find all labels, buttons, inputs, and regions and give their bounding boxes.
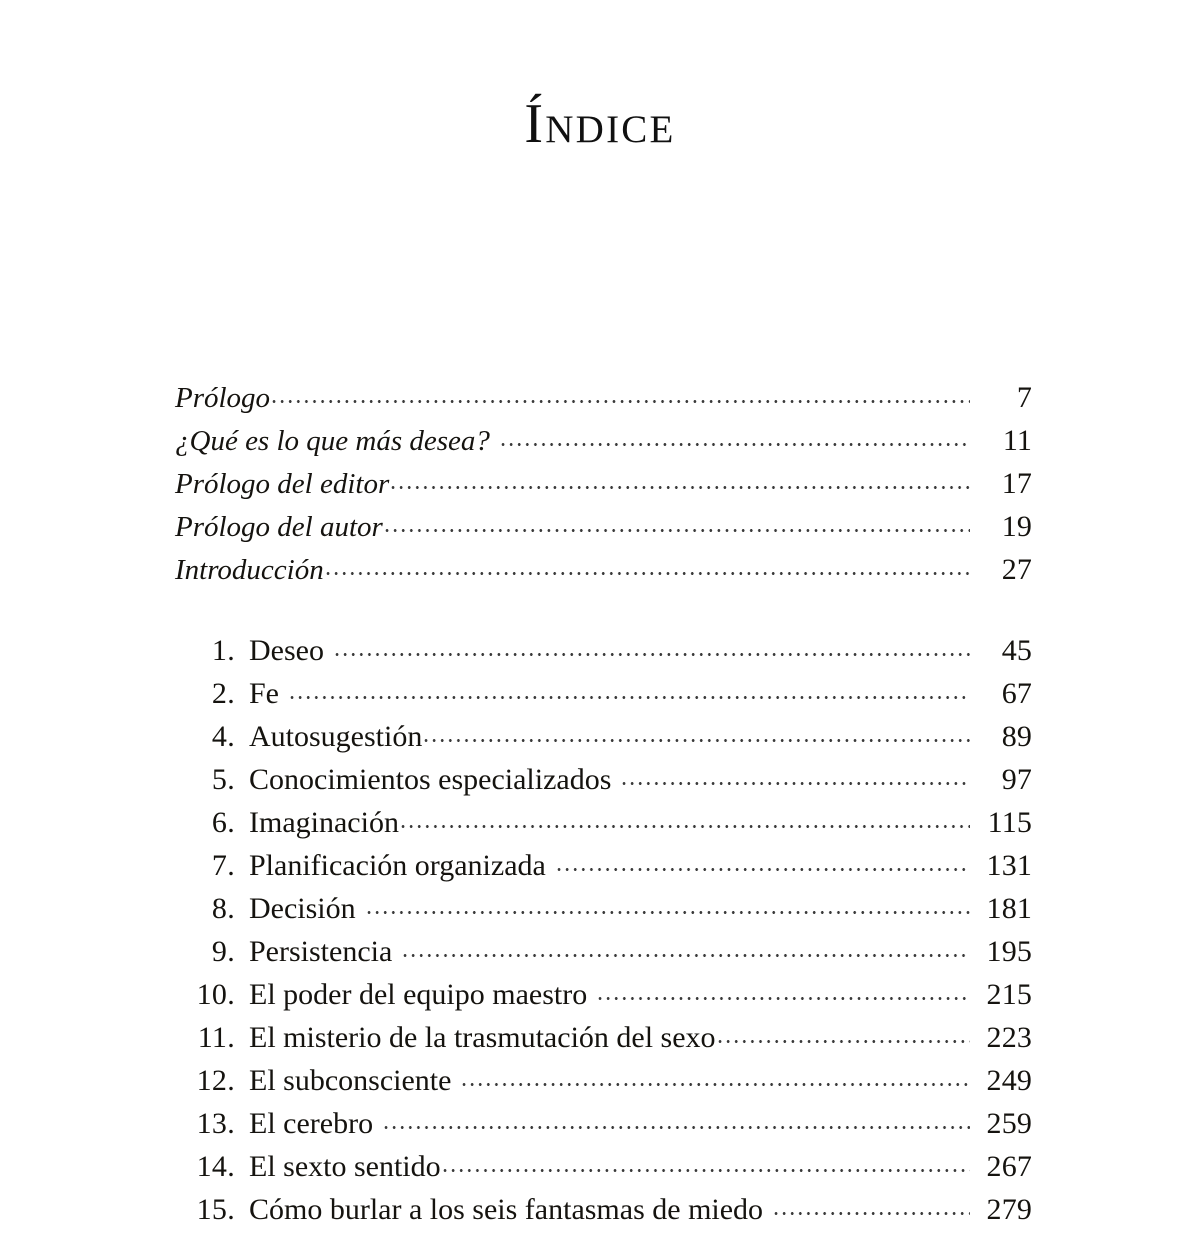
entry-title: Prólogo del autor	[175, 511, 383, 543]
dot-leader	[716, 1031, 970, 1047]
toc-chapter-row[interactable]	[175, 806, 1032, 849]
dot-leader	[401, 945, 970, 961]
toc-chapter-row[interactable]	[175, 1193, 1032, 1236]
page-number: 115	[987, 806, 1032, 839]
entry-title: Autosugestión	[249, 720, 423, 753]
entry-title: Fe	[249, 677, 279, 710]
toc-chapter-row[interactable]	[175, 1107, 1032, 1150]
dot-leader	[772, 1203, 970, 1219]
entry-title: El poder del equipo maestro	[249, 978, 588, 1011]
chapter-number: 8.	[211, 892, 235, 925]
toc-front-matter-row[interactable]	[175, 510, 1032, 553]
page-number: 27	[1001, 553, 1032, 586]
entry-title: Decisión	[249, 892, 356, 925]
toc-front-matter-row[interactable]	[175, 381, 1032, 424]
dot-leader	[365, 902, 970, 918]
dot-leader	[389, 477, 970, 493]
page-number: 67	[1001, 677, 1032, 710]
page-number: 223	[986, 1021, 1032, 1054]
entry-title: Conocimientos especializados	[249, 763, 612, 796]
chapter-number: 5.	[211, 763, 235, 796]
entry-title: Prólogo del editor	[175, 468, 390, 500]
page-number: 45	[1001, 634, 1032, 667]
entry-title: El subconsciente	[249, 1064, 452, 1097]
entry-title: Persistencia	[249, 935, 393, 968]
dot-leader	[422, 730, 970, 746]
page-number: 11	[1002, 424, 1032, 457]
dot-leader	[499, 434, 970, 450]
chapter-number: 10.	[196, 978, 235, 1011]
page-number: 19	[1001, 510, 1032, 543]
page-number: 89	[1001, 720, 1032, 753]
entry-title: Imaginación	[249, 806, 399, 839]
chapter-number: 6.	[211, 806, 235, 839]
dot-leader	[399, 816, 970, 832]
dot-leader	[270, 391, 970, 407]
toc-chapter-row[interactable]	[175, 1064, 1032, 1107]
toc-front-matter-row[interactable]	[175, 553, 1032, 596]
chapter-number: 2.	[211, 677, 235, 710]
chapter-number: 12.	[196, 1064, 235, 1097]
toc-front-matter-row[interactable]	[175, 424, 1032, 467]
chapter-number: 9.	[211, 935, 235, 968]
entry-title: Deseo	[249, 634, 324, 667]
chapter-number: 14.	[196, 1150, 235, 1183]
page-number: 7	[1016, 381, 1032, 414]
page-number: 181	[986, 892, 1032, 925]
page-number: 17	[1001, 467, 1032, 500]
page-number: 195	[986, 935, 1032, 968]
dot-leader	[555, 859, 970, 875]
page-number: 97	[1001, 763, 1032, 796]
entry-title: Introducción	[175, 554, 324, 586]
front-matter-list	[175, 381, 1032, 596]
dot-leader	[441, 1160, 970, 1176]
chapter-number: 4.	[211, 720, 235, 753]
page-number: 249	[986, 1064, 1032, 1097]
chapter-number: 13.	[196, 1107, 235, 1140]
toc-chapter-row[interactable]	[175, 849, 1032, 892]
entry-title: Cómo burlar a los seis fantasmas de miedo	[249, 1193, 764, 1226]
page-number: 267	[986, 1150, 1032, 1183]
page-number: 259	[986, 1107, 1032, 1140]
page-number: 131	[986, 849, 1032, 882]
page-number: 215	[986, 978, 1032, 1011]
toc-chapter-row[interactable]	[175, 763, 1032, 806]
entry-title: ¿Qué es lo que más desea?	[175, 425, 490, 457]
entry-title: El cerebro	[249, 1107, 374, 1140]
toc-chapter-row[interactable]	[175, 634, 1032, 677]
chapter-list	[175, 634, 1032, 1236]
toc-chapter-row[interactable]	[175, 1150, 1032, 1193]
toc-chapter-row[interactable]	[175, 1021, 1032, 1064]
entry-title: Planificación organizada	[249, 849, 546, 882]
dot-leader	[460, 1074, 970, 1090]
dot-leader	[324, 563, 970, 579]
dot-leader	[383, 520, 970, 536]
dot-leader	[596, 988, 970, 1004]
toc-chapter-row[interactable]	[175, 935, 1032, 978]
entry-title: El sexto sentido	[249, 1150, 441, 1183]
entry-title: El misterio de la trasmutación del sexo	[249, 1021, 716, 1054]
page-number: 279	[986, 1193, 1032, 1226]
dot-leader	[333, 644, 970, 660]
dot-leader	[288, 687, 970, 703]
chapter-number: 15.	[196, 1193, 235, 1226]
chapter-number: 11.	[197, 1021, 235, 1054]
toc-chapter-row[interactable]	[175, 892, 1032, 935]
dot-leader	[620, 773, 970, 789]
chapter-number: 7.	[211, 849, 235, 882]
toc-chapter-row[interactable]	[175, 677, 1032, 720]
dot-leader	[382, 1117, 970, 1133]
toc-front-matter-row[interactable]	[175, 467, 1032, 510]
entry-title: Prólogo	[175, 382, 271, 414]
toc-chapter-row[interactable]	[175, 720, 1032, 763]
toc-chapter-row[interactable]	[175, 978, 1032, 1021]
chapter-number: 1.	[211, 634, 235, 667]
page-title: Índice	[524, 93, 676, 155]
